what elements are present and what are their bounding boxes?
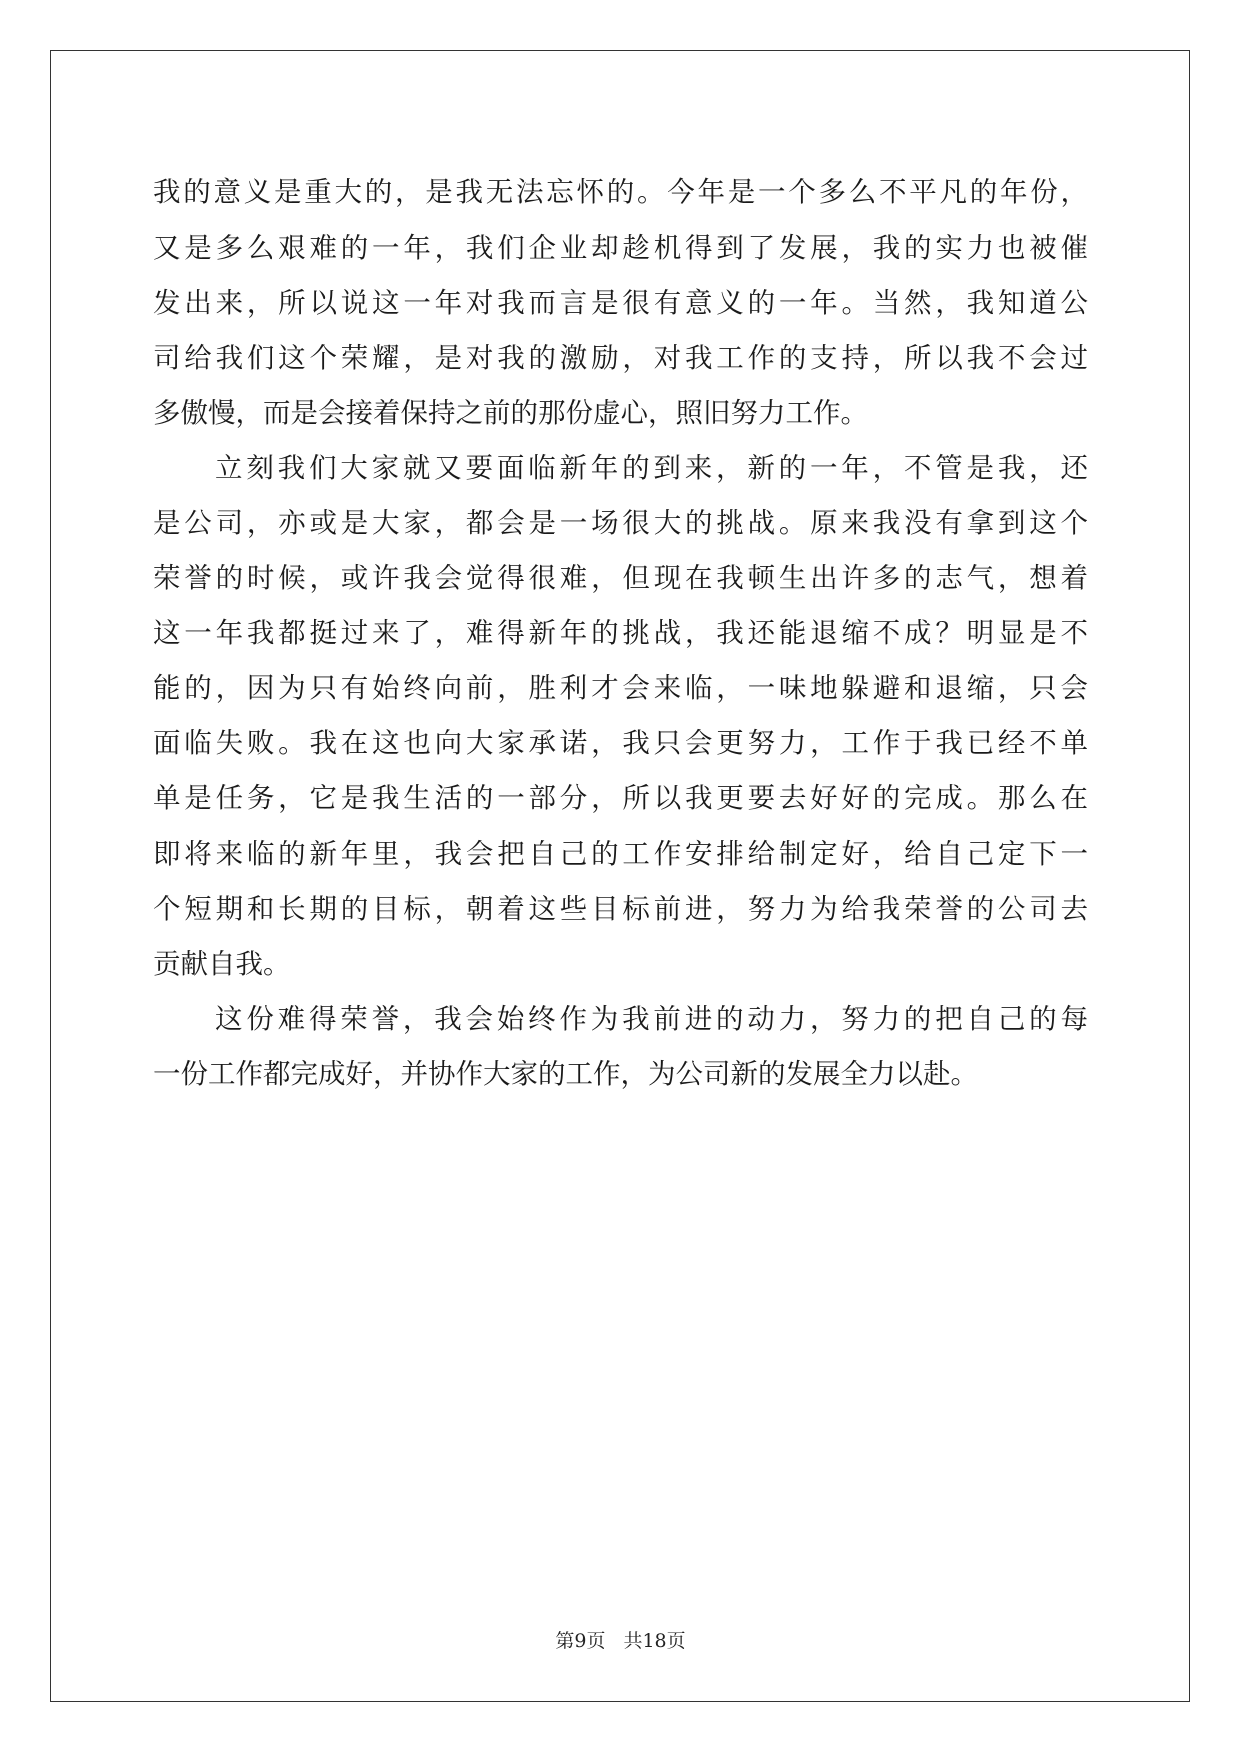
body-line: 发出来，所以说这一年对我而言是很有意义的一年。当然，我知道公 <box>153 287 1088 319</box>
body-line: 能的，因为只有始终向前，胜利才会来临，一味地躲避和退缩，只会 <box>153 672 1088 704</box>
body-line: 面临失败。我在这也向大家承诺，我只会更努力，工作于我已经不单 <box>153 727 1088 759</box>
body-line: 司给我们这个荣耀，是对我的激励，对我工作的支持，所以我不会过 <box>153 342 1088 374</box>
body-line: 这一年我都挺过来了，难得新年的挑战，我还能退缩不成？明显是不 <box>153 617 1088 649</box>
page-footer <box>0 1626 1241 1653</box>
body-line: 是公司，亦或是大家，都会是一场很大的挑战。原来我没有拿到这个 <box>153 507 1088 539</box>
body-line: 一份工作都完成好，并协作大家的工作，为公司新的发展全力以赴。 <box>153 1058 978 1090</box>
body-line: 立刻我们大家就又要面临新年的到来，新的一年，不管是我，还 <box>215 452 1088 484</box>
page-number: 第9页 <box>555 1630 606 1652</box>
body-line: 个短期和长期的目标，朝着这些目标前进，努力为给我荣誉的公司去 <box>153 893 1088 925</box>
body-line: 又是多么艰难的一年，我们企业却趁机得到了发展，我的实力也被催 <box>153 232 1088 264</box>
body-line: 即将来临的新年里，我会把自己的工作安排给制定好，给自己定下一 <box>153 838 1088 870</box>
body-line: 荣誉的时候，或许我会觉得很难，但现在我顿生出许多的志气，想着 <box>153 562 1088 594</box>
body-line: 贡献自我。 <box>153 948 291 980</box>
body-line: 多傲慢，而是会接着保持之前的那份虚心，照旧努力工作。 <box>153 397 868 429</box>
body-line: 我的意义是重大的，是我无法忘怀的。今年是一个多么不平凡的年份， <box>153 176 1088 208</box>
body-line: 这份难得荣誉，我会始终作为我前进的动力，努力的把自己的每 <box>215 1003 1088 1035</box>
body-line: 单是任务，它是我生活的一部分，所以我更要去好好的完成。那么在 <box>153 782 1088 814</box>
page-total: 共18页 <box>623 1630 686 1652</box>
